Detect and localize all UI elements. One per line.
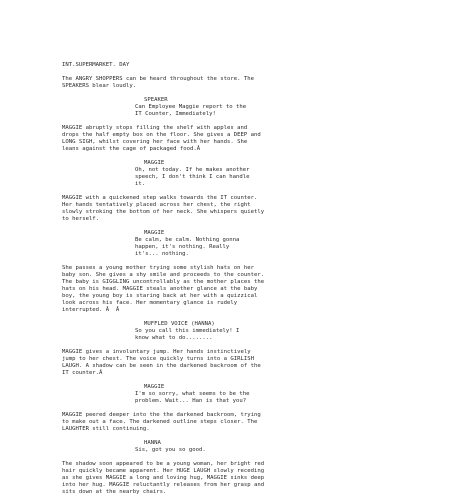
dialogue-line: Can Employee Maggie report to the IT Counter, Immediately! — [135, 104, 247, 117]
action-line: MAGGIE abruptly stops filling the shelf with apples and drops the half empty box on the floor. She gives a DEEP and LONG SIGH, whilst covering her face with her hands. She leans against the cage of packaged food.Â — [62, 125, 261, 152]
character-cue: MAGGIE — [144, 230, 165, 236]
action-line: The ANGRY SHOPPERS can be heard throughout the store. The SPEAKERS blear loudly. — [62, 76, 254, 89]
action-line: She passes a young mother trying some stylish hats on her baby son. She gives a shy smile and proceeds to the counter. The baby is GIGGLING uncontrollably as the mother places the hats on his head. MAGGIE steals another glance at the baby boy, the young boy is staring back at her with a quizzical look across his face. Her momentary glance is rudely interrupted. Â Â — [62, 265, 265, 313]
character-cue: MUFFLED VOICE (HANNA) — [144, 321, 215, 327]
character-cue: MAGGIE — [144, 160, 165, 166]
scene-heading: INT.SUPERMARKET. DAY — [62, 62, 130, 68]
character-cue: HANNA — [144, 440, 161, 446]
character-cue: SPEAKER — [144, 97, 168, 103]
dialogue-line: So you call this immediately! I know what to do........ — [135, 328, 240, 341]
dialogue-line: Be calm, be calm. Nothing gonna happen, it's nothing. Really it's... nothing. — [135, 237, 240, 257]
action-line: The shadow soon appeared to be a young woman, her bright red hair quickly became apparent. Her HUGE LAUGH slowly receding as she gives MAGGIE a long and loving hug, MAGGIE sinks deep into her hug. MAGGIE reluctantly releases from her grasp and sits down at the nearby chairs. — [62, 461, 265, 495]
dialogue-line: Sis, got you so good. — [135, 447, 206, 453]
action-line: MAGGIE with a quickened step walks towards the IT counter. Her hands tentatively placed across her chest, the right slowly stroking the bottom of her neck. She whispers quietly to herself. — [62, 195, 265, 222]
dialogue-line: Oh, not today. If he makes another speech, I don't think I can handle it. — [135, 167, 250, 187]
dialogue-line: I'm so sorry, what seems to be the problem. Wait... Han is that you? — [135, 391, 250, 404]
action-line: MAGGIE gives a involuntary jump. Her hands instinctively jump to her chest. The voice quickly turns into a GIRLISH LAUGH. A shadow can be seen in the darkened backroom of the IT counter.Â — [62, 349, 261, 376]
screenplay-text — [62, 62, 402, 503]
action-line: MAGGIE peered deeper into the the darkened backroom, trying to make out a face. The darkened outline steps closer. The LAUGHTER still continuing. — [62, 412, 261, 432]
character-cue: MAGGIE — [144, 384, 165, 390]
